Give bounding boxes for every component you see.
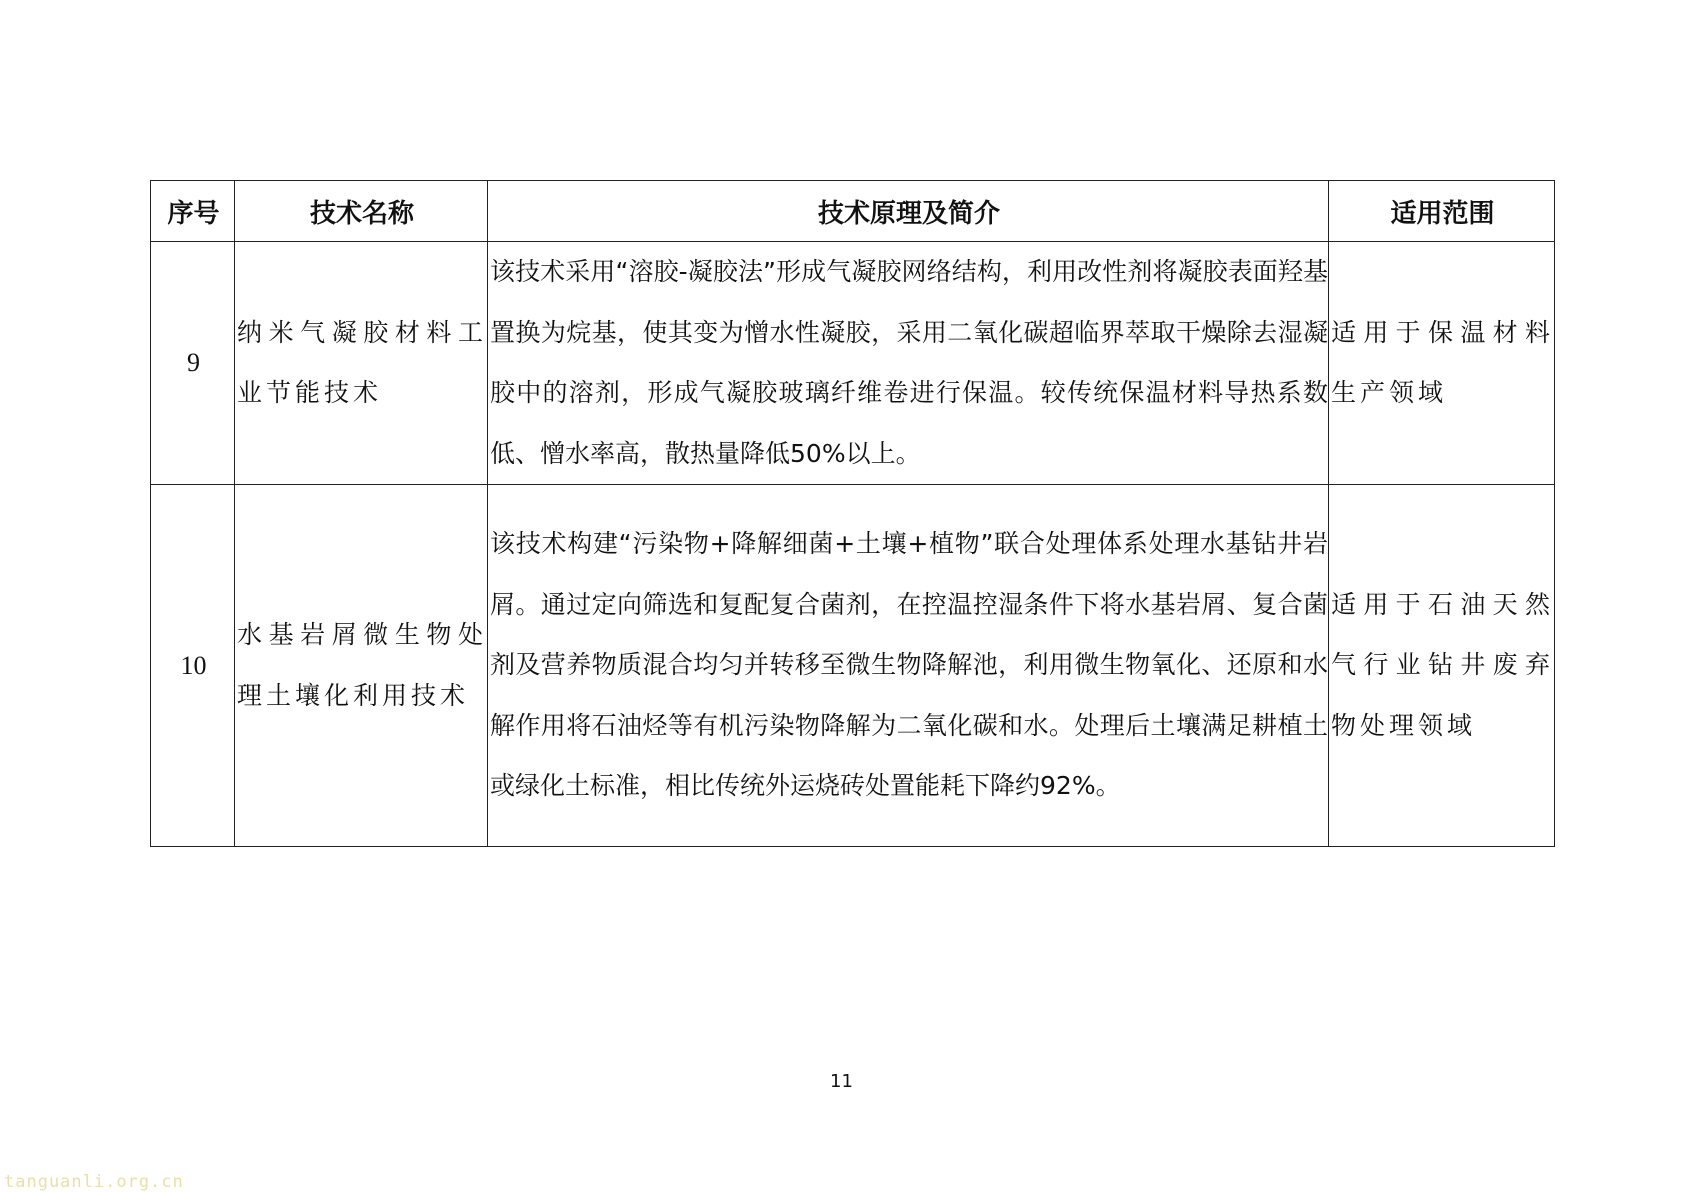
header-principle: 技术原理及简介 [488, 181, 1329, 242]
page-number: 11 [830, 1071, 853, 1092]
table-row [151, 485, 1555, 847]
tech-name: 水基岩屑微生物处理土壤化利用技术 [235, 485, 488, 847]
tech-scope: 适用于保温材料生产领域 [1329, 242, 1555, 485]
watermark: tanguanli.org.cn [4, 1172, 184, 1192]
tech-scope: 适用于石油天然气行业钻井废弃物处理领域 [1329, 485, 1555, 847]
tech-description: 该技术采用“溶胶-凝胶法”形成气凝胶网络结构，利用改性剂将凝胶表面羟基置换为烷基，使其变为憎水性凝胶，采用二氧化碳超临界萃取干燥除去湿凝胶中的溶剂，形成气凝胶玻璃纤维卷进行保温。较传统保温材料导热系数低、憎水率高，散热量降低50%以上。 [488, 242, 1329, 485]
header-tech-name: 技术名称 [235, 181, 488, 242]
table-row [151, 242, 1555, 485]
row-number: 10 [151, 485, 235, 847]
technology-table [150, 180, 1555, 847]
header-scope: 适用范围 [1329, 181, 1555, 242]
header-number: 序号 [151, 181, 235, 242]
tech-description: 该技术构建“污染物+降解细菌+土壤+植物”联合处理体系处理水基钻井岩屑。通过定向筛选和复配复合菌剂，在控温控湿条件下将水基岩屑、复合菌剂及营养物质混合均匀并转移至微生物降解池，利用微生物氧化、还原和水解作用将石油烃等有机污染物降解为二氧化碳和水。处理后土壤满足耕植土或绿化土标准，相比传统外运烧砖处置能耗下降约92%。 [488, 485, 1329, 847]
table-header-row [151, 181, 1555, 242]
tech-name: 纳米气凝胶材料工业节能技术 [235, 242, 488, 485]
row-number: 9 [151, 242, 235, 485]
